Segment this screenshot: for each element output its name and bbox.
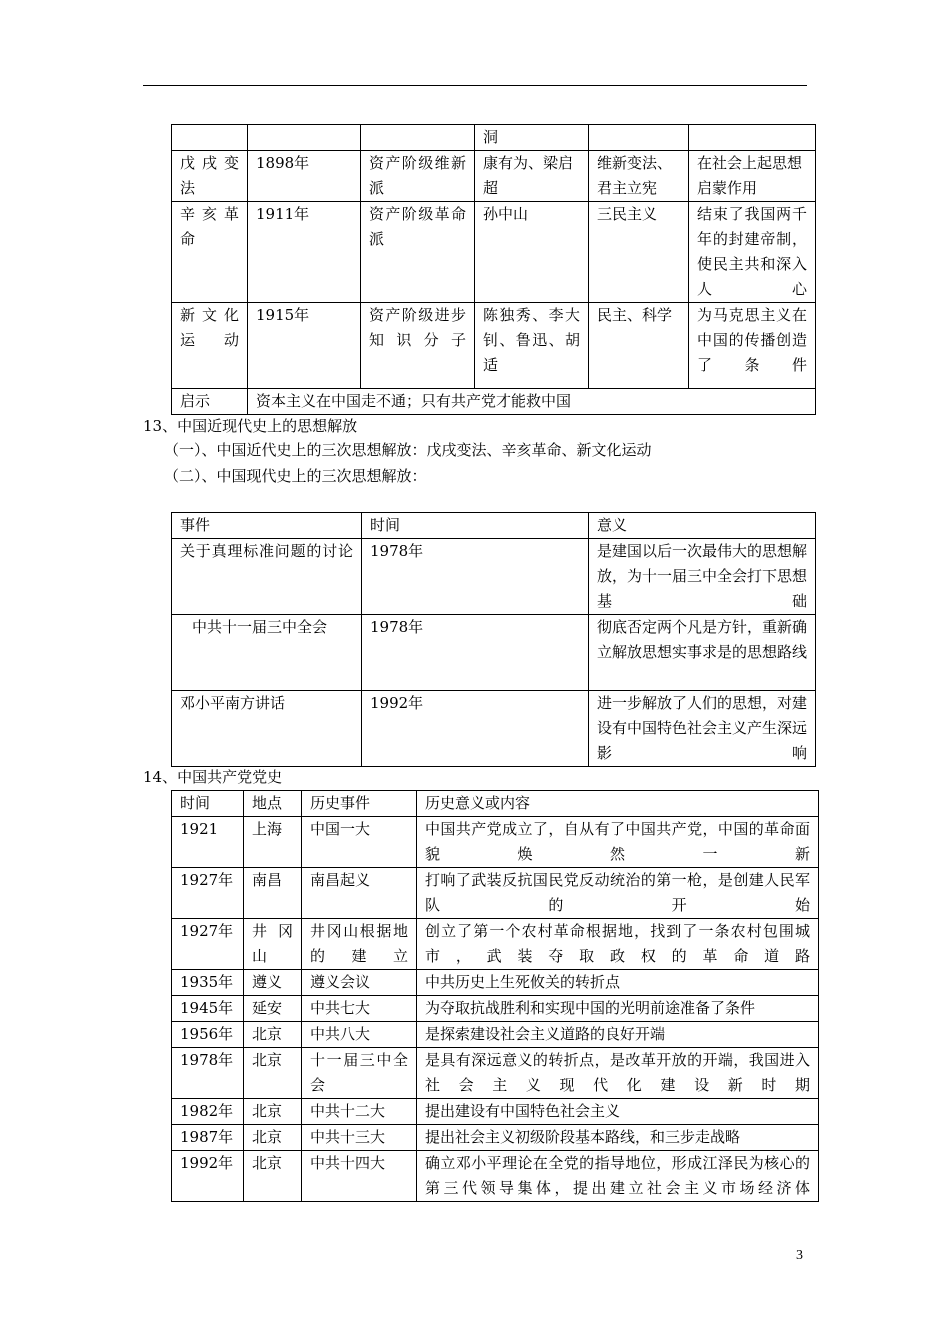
table-cell: 民主、科学 — [589, 303, 689, 389]
table-row — [172, 202, 816, 303]
table-cell: 中共八大 — [302, 1022, 417, 1048]
table-cell: 是探索建设社会主义道路的良好开端 — [417, 1022, 819, 1048]
table-cell: 戊戌变法 — [172, 151, 248, 202]
table-cell: 1935年 — [172, 970, 244, 996]
table-header: 时间 — [362, 513, 589, 539]
table-cell: 三民主义 — [589, 202, 689, 303]
table-cell: 遵义会议 — [302, 970, 417, 996]
table-cell: 新文化运动 — [172, 303, 248, 389]
table-cell: 陈独秀、李大钊、鲁迅、胡适 — [475, 303, 589, 389]
table-cell: 延安 — [244, 996, 302, 1022]
table-header-row — [172, 513, 816, 539]
section-14-title: 14、中国共产党党史 — [143, 768, 283, 786]
table-row — [172, 919, 819, 970]
table-header: 地点 — [244, 791, 302, 817]
table-cell: 1978年 — [362, 539, 589, 615]
table-cell: 中国共产党成立了，自从有了中国共产党，中国的革命面貌焕然一新 — [417, 817, 819, 868]
table-cell: 1927年 — [172, 919, 244, 970]
table-cell: 1992年 — [362, 691, 589, 767]
table-cell: 1978年 — [172, 1048, 244, 1099]
summary-label: 启示 — [172, 389, 248, 415]
table-cell: 邓小平南方讲话 — [172, 691, 362, 767]
table-row — [172, 1099, 819, 1125]
table-cell: 中国一大 — [302, 817, 417, 868]
table-row — [172, 996, 819, 1022]
header-rule — [143, 85, 807, 86]
table-header: 历史事件 — [302, 791, 417, 817]
table-cell: 上海 — [244, 817, 302, 868]
table-row — [172, 389, 816, 415]
table-cell: 关于真理标准问题的讨论 — [172, 539, 362, 615]
table-cell: 1911年 — [248, 202, 361, 303]
table-cell: 中共七大 — [302, 996, 417, 1022]
table-cell: 1898年 — [248, 151, 361, 202]
table-row — [172, 303, 816, 389]
table-cell: 为夺取抗战胜利和实现中国的光明前途准备了条件 — [417, 996, 819, 1022]
table-cell: 遵义 — [244, 970, 302, 996]
section-13-line-2: （二）、中国现代史上的三次思想解放： — [164, 467, 427, 485]
table-cell: 是建国以后一次最伟大的思想解放，为十一届三中全会打下思想基础 — [589, 539, 816, 615]
table-cell: 1978年 — [362, 615, 589, 691]
table-cell: 1982年 — [172, 1099, 244, 1125]
table-cell: 提出建设有中国特色社会主义 — [417, 1099, 819, 1125]
table-cell: 孙中山 — [475, 202, 589, 303]
section-13-title: 13、中国近现代史上的思想解放 — [143, 417, 358, 435]
table-cell: 辛亥革命 — [172, 202, 248, 303]
table-cell: 北京 — [244, 1022, 302, 1048]
table-cell: 中共历史上生死攸关的转折点 — [417, 970, 819, 996]
table-cell: 洞 — [475, 125, 589, 151]
table-header-row — [172, 791, 819, 817]
table-cell: 1992年 — [172, 1151, 244, 1202]
table-cell: 是具有深远意义的转折点，是改革开放的开端，我国进入社会主义现代化建设新时期 — [417, 1048, 819, 1099]
table-row — [172, 868, 819, 919]
table-row — [172, 539, 816, 615]
table-cell: 在社会上起思想启蒙作用 — [689, 151, 816, 202]
table-cell: 井冈山 — [244, 919, 302, 970]
table-row — [172, 615, 816, 691]
table-row — [172, 1125, 819, 1151]
table-cell: 北京 — [244, 1048, 302, 1099]
table-cell: 彻底否定两个凡是方针，重新确立解放思想实事求是的思想路线 — [589, 615, 816, 691]
table-cell — [172, 125, 248, 151]
table-header: 历史意义或内容 — [417, 791, 819, 817]
table-row — [172, 817, 819, 868]
table-cell: 进一步解放了人们的思想，对建设有中国特色社会主义产生深远影响 — [589, 691, 816, 767]
table-cell: 1987年 — [172, 1125, 244, 1151]
table-cell — [361, 125, 475, 151]
movements-table — [171, 124, 816, 415]
table-cell: 南昌起义 — [302, 868, 417, 919]
table-cell: 资产阶级革命派 — [361, 202, 475, 303]
table-cell: 井冈山根据地的建立 — [302, 919, 417, 970]
table-row — [172, 1048, 819, 1099]
table-cell: 中共十一届三中全会 — [172, 615, 362, 691]
table-cell: 1921 — [172, 817, 244, 868]
table-cell: 为马克思主义在中国的传播创造了条件 — [689, 303, 816, 389]
table-row — [172, 125, 816, 151]
table-cell: 资产阶级进步知识分子 — [361, 303, 475, 389]
table-header: 事件 — [172, 513, 362, 539]
table-header: 时间 — [172, 791, 244, 817]
table-cell: 1945年 — [172, 996, 244, 1022]
table-cell: 中共十三大 — [302, 1125, 417, 1151]
table-cell: 1915年 — [248, 303, 361, 389]
section-13-line-1: （一）、中国近代史上的三次思想解放：戊戌变法、辛亥革命、新文化运动 — [164, 441, 652, 459]
table-cell: 北京 — [244, 1099, 302, 1125]
table-cell: 十一届三中全会 — [302, 1048, 417, 1099]
table-cell: 北京 — [244, 1151, 302, 1202]
table-cell: 1927年 — [172, 868, 244, 919]
page-number: 3 — [796, 1248, 803, 1263]
table-cell: 打响了武装反抗国民党反动统治的第一枪，是创建人民军队的开始 — [417, 868, 819, 919]
table-row — [172, 1022, 819, 1048]
table-cell: 北京 — [244, 1125, 302, 1151]
summary-text: 资本主义在中国走不通；只有共产党才能救中国 — [248, 389, 816, 415]
table-cell: 中共十二大 — [302, 1099, 417, 1125]
table-header: 意义 — [589, 513, 816, 539]
table-row — [172, 970, 819, 996]
table-cell: 康有为、梁启超 — [475, 151, 589, 202]
table-cell: 中共十四大 — [302, 1151, 417, 1202]
table-cell: 南昌 — [244, 868, 302, 919]
table-cell: 维新变法、君主立宪 — [589, 151, 689, 202]
table-cell — [248, 125, 361, 151]
table-cell: 确立邓小平理论在全党的指导地位，形成江泽民为核心的第三代领导集体，提出建立社会主义市场经济体 — [417, 1151, 819, 1202]
table-row — [172, 1151, 819, 1202]
party-history-table — [171, 790, 819, 1202]
table-cell: 提出社会主义初级阶段基本路线，和三步走战略 — [417, 1125, 819, 1151]
table-cell: 资产阶级维新派 — [361, 151, 475, 202]
table-cell: 创立了第一个农村革命根据地，找到了一条农村包围城市，武装夺取政权的革命道路 — [417, 919, 819, 970]
thought-liberation-table — [171, 512, 816, 767]
table-cell — [689, 125, 816, 151]
table-cell: 1956年 — [172, 1022, 244, 1048]
table-cell — [589, 125, 689, 151]
table-row — [172, 151, 816, 202]
table-row — [172, 691, 816, 767]
table-cell: 结束了我国两千年的封建帝制，使民主共和深入人心 — [689, 202, 816, 303]
